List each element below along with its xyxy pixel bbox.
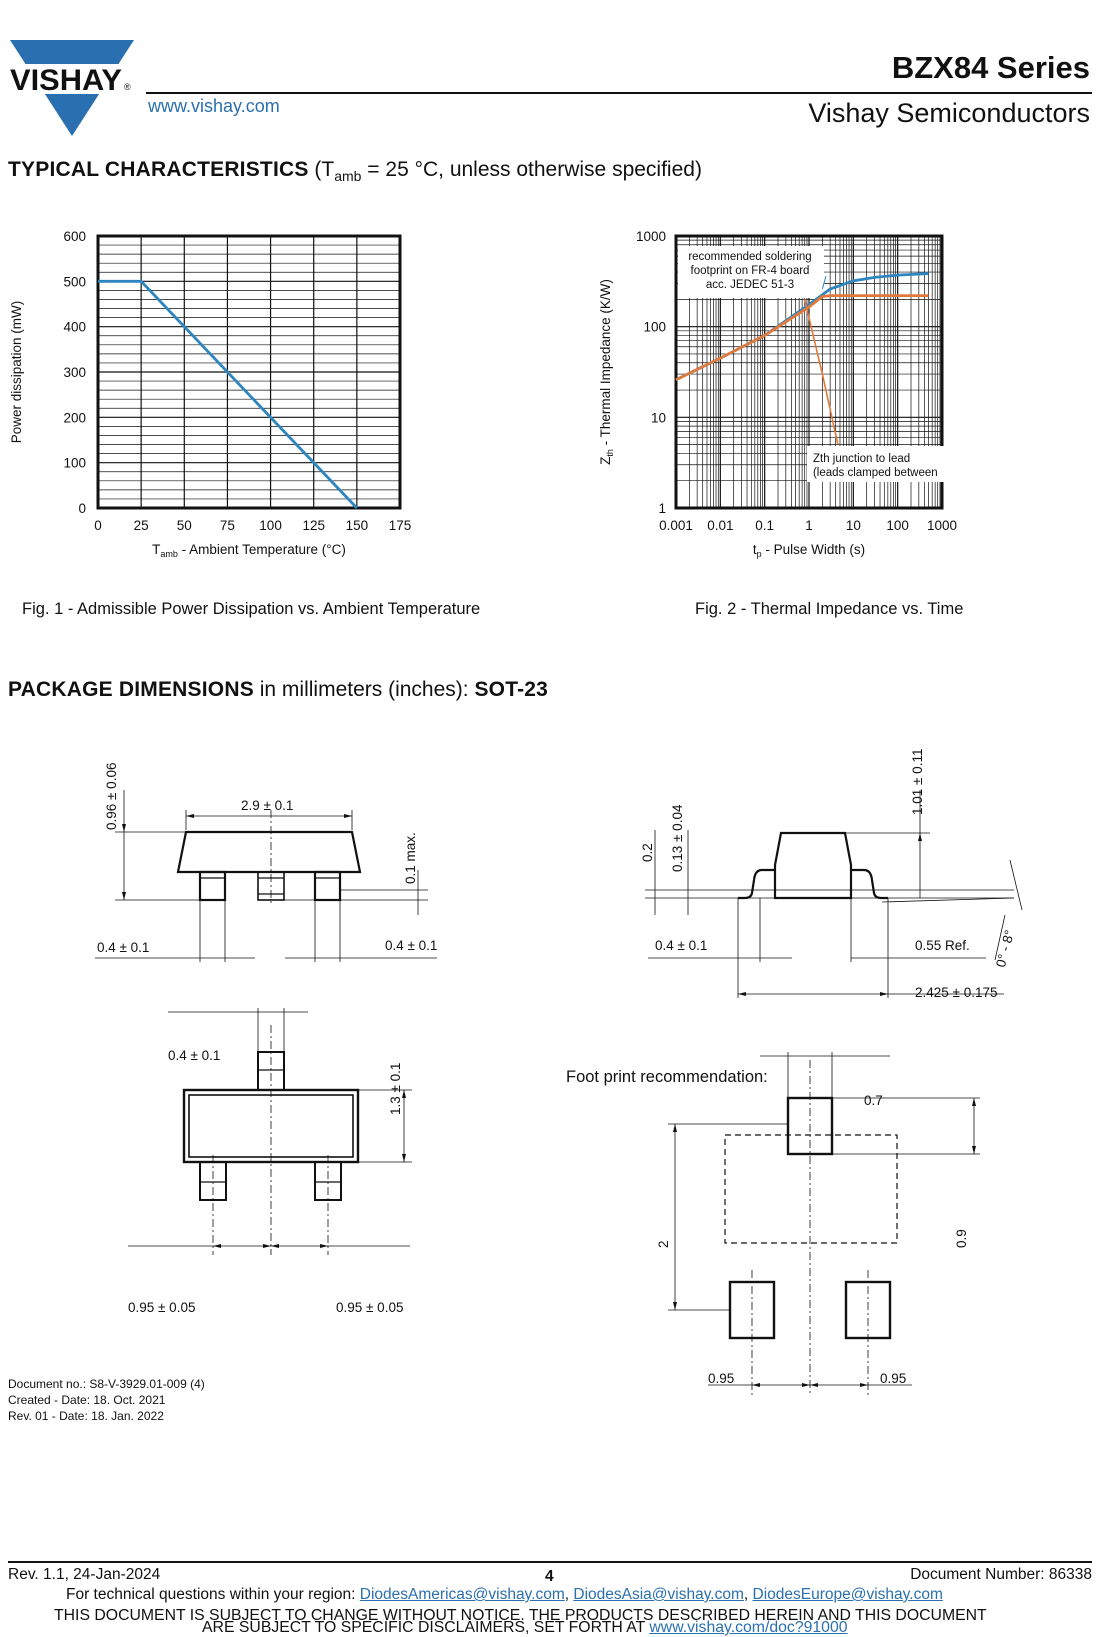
dim-lead-right-label: 0.4 ± 0.1 bbox=[385, 938, 438, 953]
fig2-note1-text: acc. JEDEC 51-3 bbox=[705, 279, 795, 291]
typical-characteristics-heading: TYPICAL CHARACTERISTICS ($T_{amb} = 25$ °C, unless otherwise specified) bbox=[8, 158, 702, 185]
dim-width-label: 2.9 ± 0.1 bbox=[241, 798, 294, 813]
fig2-x-tick-label: 1 bbox=[805, 518, 813, 533]
fig1-x-tick-label: 150 bbox=[345, 518, 369, 533]
email-americas-link[interactable]: DiodesAmericas@vishay.com bbox=[359, 1586, 565, 1603]
fig2-x-tick-label: 0.1 bbox=[755, 518, 775, 533]
fig1-y-tick-label: 0 bbox=[78, 501, 86, 516]
fig2-note2-text: Zth junction to lead bbox=[812, 453, 911, 465]
logo-wordmark: VISHAY bbox=[10, 64, 122, 97]
dim-top-095a-label: 0.95 ± 0.05 bbox=[128, 1300, 196, 1315]
fig1-x-axis-label: $T_{amb}$ - Ambient Temperature (°C) bbox=[152, 542, 346, 559]
dim-fp-2-label: 2 bbox=[656, 1240, 671, 1248]
fig1-x-tick-label: 50 bbox=[176, 518, 192, 533]
fig2-caption: Fig. 2 - Thermal Impedance vs. Time bbox=[695, 600, 964, 618]
page-number: 4 bbox=[545, 1568, 554, 1585]
dim-side-055-label: 0.55 Ref. bbox=[915, 938, 970, 953]
fig2-x-tick-label: 0.01 bbox=[707, 518, 734, 533]
dim-side-101-label: 1.01 ± 0.11 bbox=[910, 748, 925, 815]
fig2-series-line bbox=[805, 299, 838, 444]
dim-top-095b-label: 0.95 ± 0.05 bbox=[336, 1300, 404, 1315]
vishay-logo bbox=[8, 40, 138, 140]
footprint-title: Foot print recommendation: bbox=[566, 1068, 768, 1086]
top-view bbox=[128, 1008, 412, 1255]
fig2-y-tick-label: 100 bbox=[643, 319, 666, 335]
dim-side-04-label: 0.4 ± 0.1 bbox=[655, 938, 708, 953]
dim-side-013-label: 0.13 ± 0.04 bbox=[670, 804, 685, 872]
fig2-x-tick-label: 0.001 bbox=[659, 518, 693, 533]
revision: Rev. 1.1, 24-Jan-2024 bbox=[8, 1566, 161, 1583]
fig1-y-tick-label: 200 bbox=[63, 410, 86, 426]
email-asia-link[interactable]: DiodesAsia@vishay.com bbox=[573, 1586, 744, 1603]
fig1-y-tick-label: 300 bbox=[63, 365, 86, 380]
fig1-y-tick-label: 500 bbox=[63, 274, 86, 290]
document-info: Document no.: S8-V-3929.01-009 (4) Created - Date: 18. Oct. 2021 Rev. 01 - Date: 18. Jan. 2022 bbox=[8, 1377, 205, 1423]
fig2-note1-text: recommended soldering bbox=[688, 251, 812, 263]
series-title: BZX84 Series bbox=[891, 50, 1090, 85]
fig2-y-tick-label: 1000 bbox=[635, 229, 666, 244]
email-europe-link[interactable]: DiodesEurope@vishay.com bbox=[752, 1586, 943, 1603]
dim-side-2425-label: 2.425 ± 0.175 bbox=[915, 985, 998, 1000]
disclaimer-line-2: ARE SUBJECT TO SPECIFIC DISCLAIMERS, SET FORTH AT www.vishay.com/doc?91000 bbox=[202, 1619, 848, 1636]
dim-side-02-label: 0.2 bbox=[640, 843, 655, 862]
fig2-y-axis-label: $Z_{th}$ - Thermal Impedance (K/W) bbox=[598, 279, 615, 465]
fig1-x-tick-label: 75 bbox=[219, 518, 235, 533]
side-view bbox=[645, 790, 1022, 998]
fig1-y-tick-label: 600 bbox=[63, 229, 86, 244]
fig2-x-tick-label: 1000 bbox=[926, 518, 958, 533]
fig1-power-dissipation-chart bbox=[0, 225, 450, 595]
fig1-x-tick-label: 25 bbox=[133, 518, 149, 533]
fig2-note1-text: footprint on FR-4 board bbox=[690, 265, 810, 277]
fig1-y-axis-label: Power dissipation (mW) bbox=[9, 300, 24, 444]
fig1-x-tick-label: 125 bbox=[302, 518, 325, 533]
disclaimer-link[interactable]: www.vishay.com/doc?91000 bbox=[649, 1619, 848, 1636]
fig2-y-tick-label: 10 bbox=[650, 410, 666, 426]
website-link[interactable]: www.vishay.com bbox=[148, 96, 280, 116]
dim-lead-left-label: 0.4 ± 0.1 bbox=[97, 940, 150, 955]
fig2-x-tick-label: 10 bbox=[845, 518, 861, 533]
fig2-thermal-impedance-chart bbox=[590, 225, 1020, 595]
footer-rule bbox=[8, 1561, 1092, 1563]
contact-line: For technical questions within your region: DiodesAmericas@vishay.com, DiodesAsia@vishay.com, DiodesEurope@vishay.com bbox=[66, 1586, 943, 1603]
fig1-y-tick-label: 400 bbox=[63, 319, 86, 335]
fig1-x-tick-label: 0 bbox=[94, 518, 102, 533]
header-rule bbox=[146, 92, 1092, 94]
package-dimensions-heading: PACKAGE DIMENSIONS in millimeters (inches): SOT-23 bbox=[8, 678, 549, 701]
dim-fp-095a-label: 0.95 bbox=[708, 1371, 735, 1386]
front-view bbox=[95, 790, 437, 962]
fig2-y-tick-label: 1 bbox=[658, 501, 666, 516]
svg-text:®: ® bbox=[124, 82, 131, 92]
dim-top-04-label: 0.4 ± 0.1 bbox=[168, 1048, 221, 1063]
fig1-y-tick-label: 100 bbox=[63, 455, 86, 471]
dim-max-label: 0.1 max. bbox=[403, 832, 418, 884]
document-number: Document Number: 86338 bbox=[910, 1566, 1092, 1583]
fig1-x-tick-label: 175 bbox=[388, 518, 412, 533]
dim-height-label: 0.96 ± 0.06 bbox=[104, 762, 119, 830]
dim-top-13-label: 1.3 ± 0.1 bbox=[388, 1062, 403, 1115]
fig2-x-axis-label: $t_p$ - Pulse Width (s) bbox=[752, 542, 866, 559]
dim-fp-09-label: 0.9 bbox=[954, 1229, 969, 1248]
dim-fp-07-label: 0.7 bbox=[864, 1093, 883, 1108]
dim-fp-095b-label: 0.95 bbox=[880, 1371, 907, 1386]
fig1-x-tick-label: 100 bbox=[259, 518, 282, 533]
fig2-x-tick-label: 100 bbox=[886, 518, 909, 533]
disclaimer-line-1: THIS DOCUMENT IS SUBJECT TO CHANGE WITHOUT NOTICE. THE PRODUCTS DESCRIBED HEREIN AND THIS DOCUMENT bbox=[54, 1607, 987, 1624]
division-title: Vishay Semiconductors bbox=[808, 98, 1090, 128]
fig1-caption: Fig. 1 - Admissible Power Dissipation vs. Ambient Temperature bbox=[22, 600, 481, 618]
dim-side-angle-label: 0° - 8° bbox=[993, 928, 1018, 969]
fig2-note2-text: (leads clamped between bbox=[812, 467, 938, 479]
footprint-view bbox=[668, 1052, 980, 1395]
